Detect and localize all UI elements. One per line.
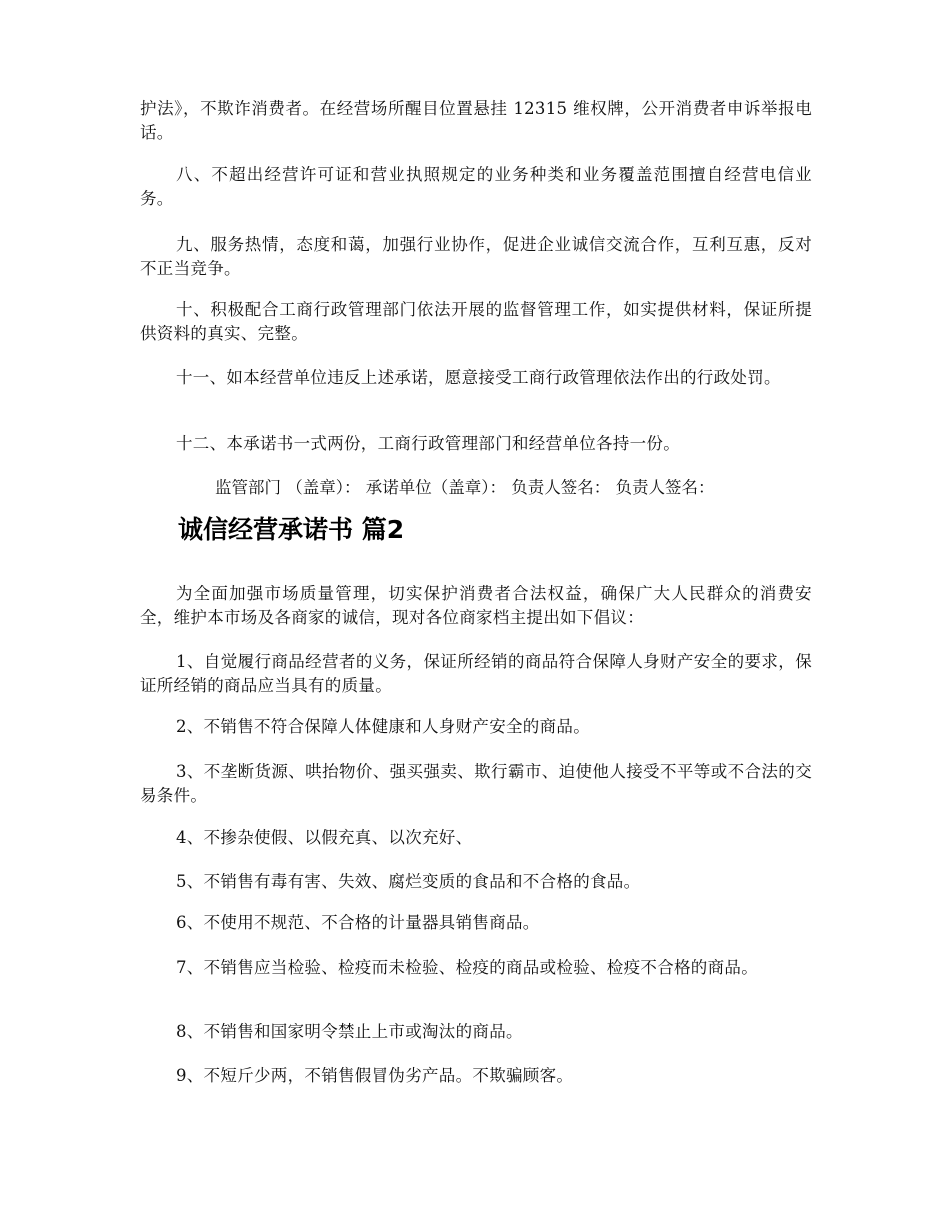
paragraph-intro: 为全面加强市场质量管理，切实保护消费者合法权益，确保广大人民群众的消费安全，维护本市场及各商家的诚信，现对各位商家档主提出如下倡议： bbox=[140, 584, 812, 627]
section-heading: 诚信经营承诺书 篇2 bbox=[178, 515, 405, 544]
paragraph-point-9: 9、不短斤少两，不销售假冒伪劣产品。不欺骗顾客。 bbox=[176, 1066, 574, 1085]
paragraph-point-2: 2、不销售不符合保障人体健康和人身财产安全的商品。 bbox=[176, 717, 590, 736]
paragraph-point-8: 8、不销售和国家明令禁止上市或淘汰的商品。 bbox=[176, 1022, 523, 1041]
paragraph-point-7: 7、不销售应当检验、检疫而未检验、检疫的商品或检验、检疫不合格的商品。 bbox=[176, 958, 758, 977]
paragraph-point-1: 1、自觉履行商品经营者的义务，保证所经销的商品符合保障人身财产安全的要求，保证所经销的商品应当具有的质量。 bbox=[140, 652, 812, 695]
paragraph-item-12: 十二、本承诺书一式两份，工商行政管理部门和经营单位各持一份。 bbox=[176, 434, 680, 453]
paragraph-item-9: 九、服务热情，态度和蔼，加强行业协作，促进企业诚信交流合作，互利互惠，反对不正当竞争。 bbox=[140, 235, 812, 278]
paragraph-item-10: 十、积极配合工商行政管理部门依法开展的监督管理工作，如实提供材料，保证所提供资料的真实、完整。 bbox=[140, 300, 812, 343]
paragraph-item-8: 八、不超出经营许可证和营业执照规定的业务种类和业务覆盖范围擅自经营电信业务。 bbox=[140, 165, 812, 208]
paragraph-point-6: 6、不使用不规范、不合格的计量器具销售商品。 bbox=[176, 913, 540, 932]
paragraph-point-5: 5、不销售有毒有害、失效、腐烂变质的食品和不合格的食品。 bbox=[176, 872, 641, 891]
signature-line: 监管部门 （盖章）： 承诺单位（盖章）： 负责人签名： 负责人签名： bbox=[215, 478, 715, 497]
paragraph-point-3: 3、不垄断货源、哄抬物价、强买强卖、欺行霸市、迫使他人接受不平等或不合法的交易条件。 bbox=[140, 762, 812, 805]
paragraph-item-11: 十一、如本经营单位违反上述承诺，愿意接受工商行政管理依法作出的行政处罚。 bbox=[176, 368, 781, 387]
paragraph-point-4: 4、不掺杂使假、以假充真、以次充好、 bbox=[176, 828, 473, 847]
paragraph-continuation: 护法》，不欺诈消费者。在经营场所醒目位置悬挂 12315 维权牌，公开消费者申诉举报电话。 bbox=[140, 99, 812, 142]
